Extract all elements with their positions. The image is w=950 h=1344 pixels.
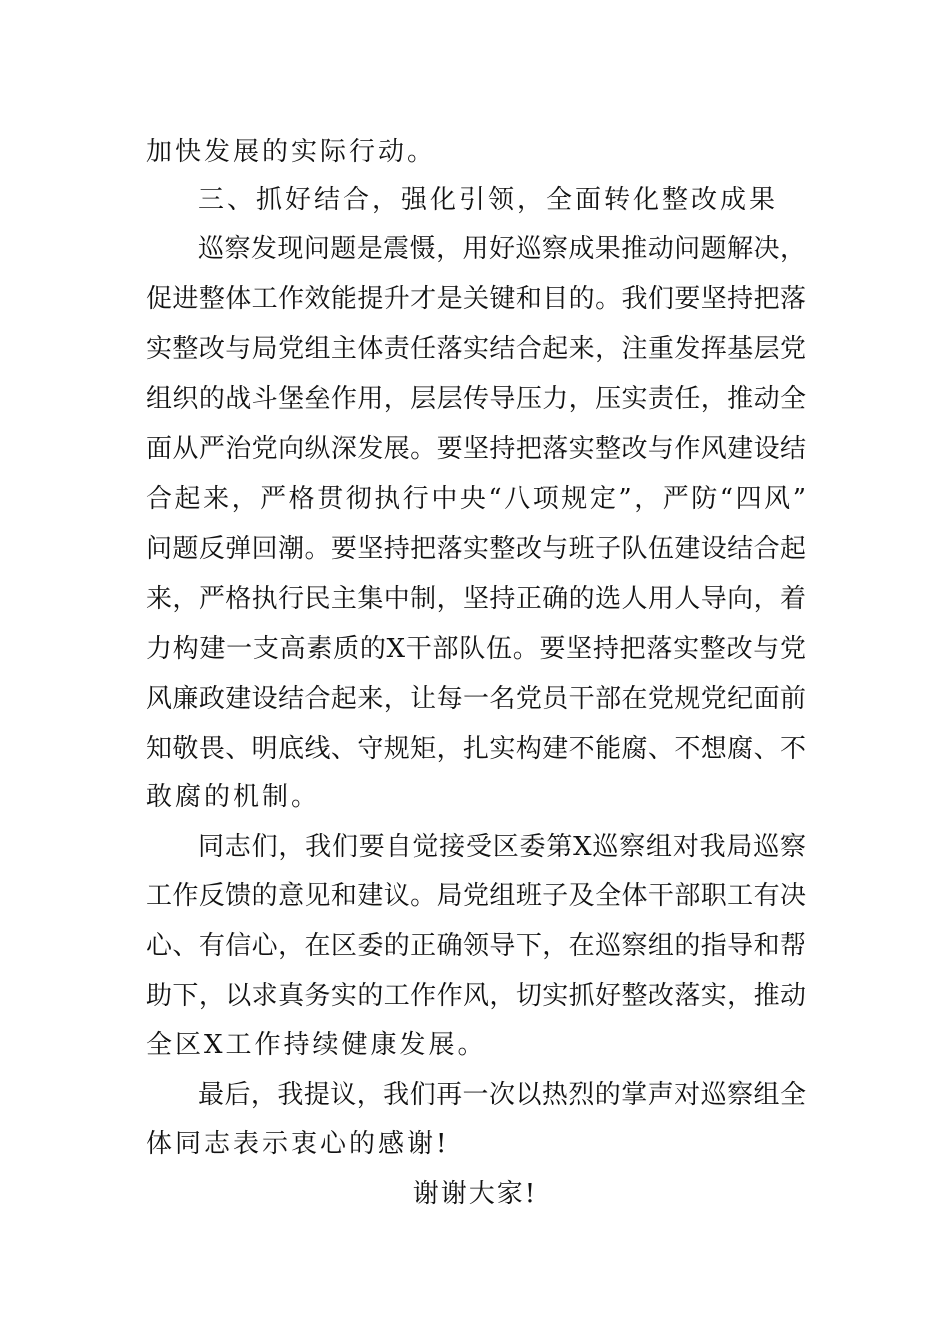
paragraph-line: 实整改与局党组主体责任落实结合起来，注重发挥基层党: [146, 334, 806, 364]
paragraph-line: 组织的战斗堡垒作用，层层传导压力，压实责任，推动全: [146, 384, 806, 414]
paragraph-line: 力构建一支高素质的X干部队伍。要坚持把落实整改与党: [146, 634, 806, 664]
paragraph-line: 助下，以求真务实的工作作风，切实抓好整改落实，推动: [146, 981, 806, 1011]
paragraph-line: 全区X工作持续健康发展。: [146, 1030, 487, 1060]
section-heading: 三、抓好结合，强化引领，全面转化整改成果: [198, 185, 779, 215]
paragraph-line: 工作反馈的意见和建议。局党组班子及全体干部职工有决: [146, 881, 806, 911]
paragraph-line: 问题反弹回潮。要坚持把落实整改与班子队伍建设结合起: [146, 534, 806, 564]
paragraph-line: 来，严格执行民主集中制，坚持正确的选人用人导向，着: [146, 584, 806, 614]
paragraph-line: 加快发展的实际行动。: [146, 137, 437, 167]
paragraph-line: 体同志表示衷心的感谢!: [146, 1129, 450, 1159]
paragraph-line: 面从严治党向纵深发展。要坚持把落实整改与作风建设结: [146, 434, 806, 464]
paragraph-line: 心、有信心，在区委的正确领导下，在巡察组的指导和帮: [146, 931, 806, 961]
paragraph-line: 巡察发现问题是震慑，用好巡察成果推动问题解决，: [198, 234, 806, 264]
paragraph-line: 最后，我提议，我们再一次以热烈的掌声对巡察组全: [198, 1080, 806, 1110]
paragraph-line: 敢腐的机制。: [146, 782, 321, 812]
paragraph-line: 同志们，我们要自觉接受区委第X巡察组对我局巡察: [198, 832, 806, 862]
paragraph-line: 知敬畏、明底线、守规矩，扎实构建不能腐、不想腐、不: [146, 734, 806, 764]
paragraph-line: 合起来，严格贯彻执行中央“八项规定”，严防“四风”: [146, 484, 806, 514]
paragraph-line: 风廉政建设结合起来，让每一名党员干部在党规党纪面前: [146, 684, 806, 714]
closing-line: 谢谢大家!: [412, 1179, 538, 1209]
paragraph-line: 促进整体工作效能提升才是关键和目的。我们要坚持把落: [146, 284, 806, 314]
